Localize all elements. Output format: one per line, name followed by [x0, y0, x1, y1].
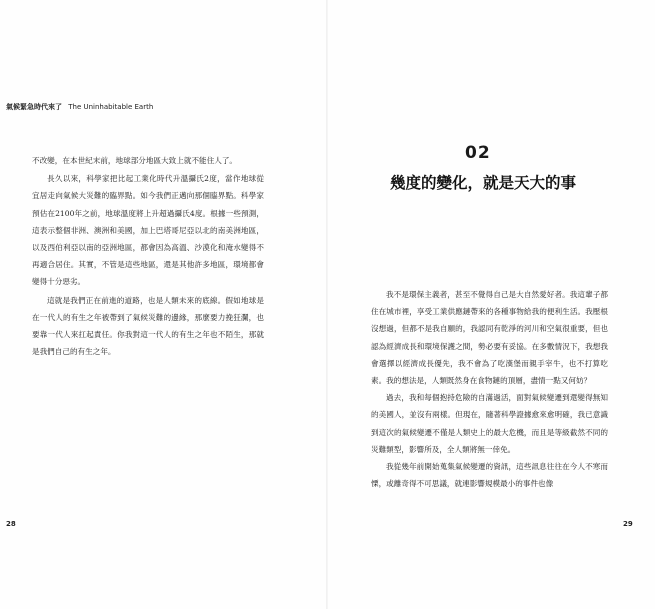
left-paragraph-2: 長久以來，科學家把比起工業化時代升溫攝氏2度，當作地球從宜居走向氣候大災難的臨界點。如今我們正邁向那個臨界點。科學家預估在2100年之前，地球溫度將上升超過攝氏4度。根據一些預測，這表示整個非洲、澳洲和美國，加上巴塔哥尼亞以北的南美洲地區，以及西伯利亞以南的亞洲地區，都會因為高溫、沙漠化和淹水變得不再適合居住。其實，不管是這些地區，還是其他許多地區，環境都會變得十分惡劣。: [32, 174, 264, 287]
right-page-body: [371, 286, 608, 492]
running-header-title-en: The Uninhabitable Earth: [68, 103, 154, 111]
page-number-right: 29: [623, 520, 633, 528]
right-paragraph-2: 過去，我和每個抱持危險的自滿過活，面對氣候變遷到還變得無知的美國人，並沒有兩樣。但現在，隨著科學證據愈來愈明確，我已意識到這次的氣候變遷不僅是人類史上的最大危機，而且是等級截然不同的災難類型，影響所及，全人類將無一倖免。: [371, 393, 608, 454]
right-paragraph-1: 我不是環保主義者，甚至不覺得自己是大自然愛好者。我這輩子都住在城市裡，享受工業供應鏈帶來的各種事物給我的便利生活。我壓根沒想過，但都不是我自願的，我認同有乾淨的河川和空氣很重要，但也認為經濟成長和環境保護之間，勢必要有妥協。在多數情況下，我想我會選擇以經濟成長優先，我不會為了吃漢堡而親手宰牛，也不打算吃素。我的想法是，人類既然身在食物鏈的頂層，盡情一點又何妨？: [371, 290, 608, 386]
running-header-title-cn: 氣候緊急時代來了: [6, 103, 62, 111]
left-paragraph-3: 這就是我們正在前進的道路，也是人類未來的底線。假如地球是在一代人的有生之年被帶到了氣候災難的邊緣，那麼要力挽狂瀾，也要靠一代人來扛起責任。你我對這一代人的有生之年也不陌生，那就是我們自己的有生之年。: [32, 295, 264, 357]
chapter-number: 02: [465, 143, 491, 163]
page-number-left: 28: [6, 520, 16, 528]
left-page-body: [32, 152, 264, 360]
right-paragraph-3: 我從幾年前開始蒐集氣候變遷的資訊，這些訊息往往在今人不寒而慄，或離奇得不可思議，就連影響規模最小的事件也像: [371, 462, 608, 489]
chapter-title: 幾度的變化，就是天大的事: [389, 174, 576, 192]
running-header: [6, 102, 153, 112]
book-gutter: [326, 0, 328, 609]
left-paragraph-1: 不改變，在本世紀末前，地球部分地區大致上就不能住人了。: [32, 156, 238, 165]
